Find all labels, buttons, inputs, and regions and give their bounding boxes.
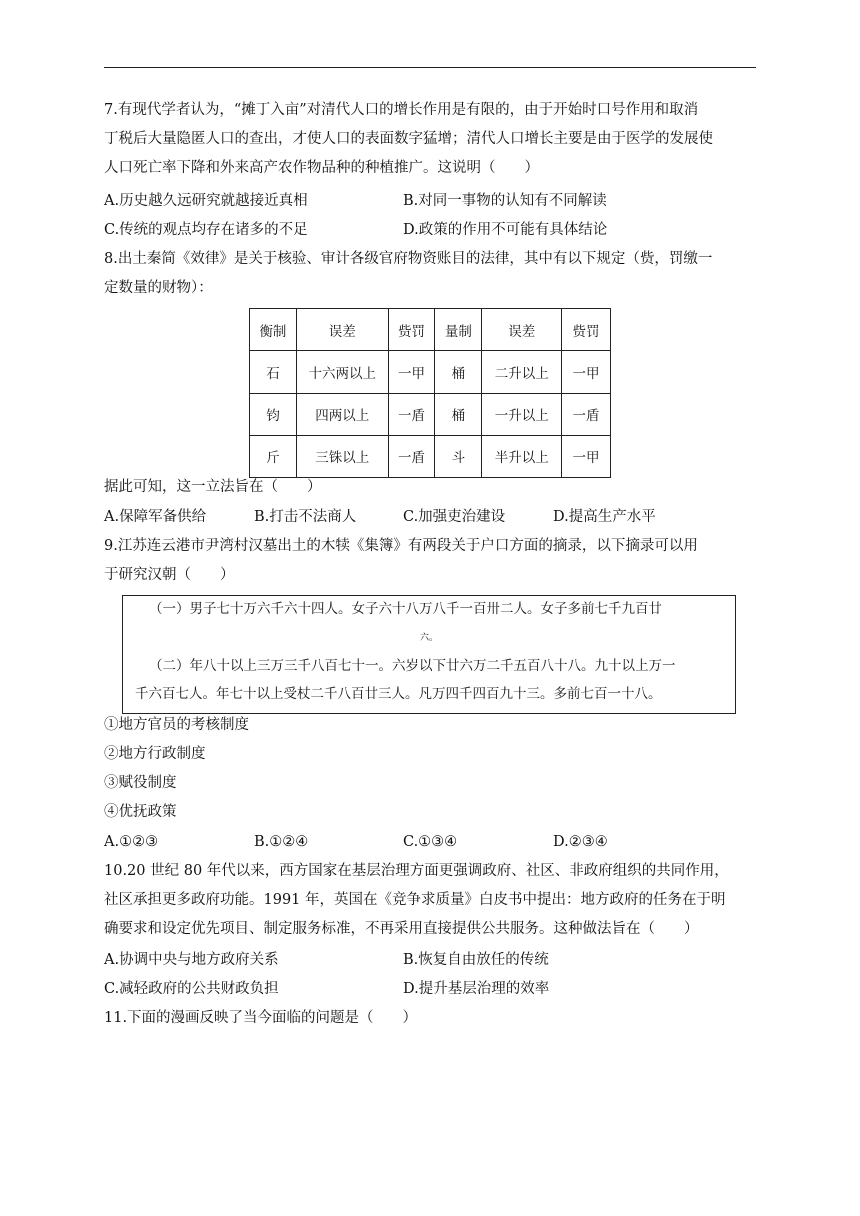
q7-option-d: D.政策的作用不可能有具体结论 [403,222,608,238]
q8-option-a: A.保障军备供给 [104,509,207,525]
q7-line-1: 7.有现代学者认为，“摊丁入亩”对清代人口的增长作用是有限的，由于开始时口号作用和取消 [104,102,699,118]
table-header-cell: 量制 [435,309,482,351]
header-rule [104,67,756,68]
table-cell: 二升以上 [482,351,562,393]
q10-option-d: D.提升基层治理的效率 [403,981,550,997]
q10-line-1: 10.20 世纪 80 年代以来，西方国家在基层治理方面更强调政府、社区、非政府组织的共同作用， [104,863,729,879]
q8-stem-end: 据此可知，这一立法旨在（ ） [104,479,322,495]
q10-option-c: C.减轻政府的公共财政负担 [104,981,279,997]
q9-line-1: 9.江苏连云港市尹湾村汉墓出土的木犊《集簿》有两段关于户口方面的摘录，以下摘录可以用 [104,538,698,554]
table-cell: 桶 [435,393,482,435]
table-cell: 斤 [250,435,297,477]
q8-penalty-table [249,308,611,478]
table-cell: 一盾 [388,435,435,477]
q9-line-2: 于研究汉朝（ ） [104,567,235,583]
table-cell: 十六两以上 [296,351,388,393]
q9-item-3: ③赋役制度 [104,775,177,791]
q11-line-1: 11.下面的漫画反映了当今面临的问题是（ ） [104,1010,418,1026]
q9-option-b: B.①②④ [254,834,309,850]
q7-option-c: C.传统的观点均存在诸多的不足 [104,222,308,238]
table-cell: 桶 [435,351,482,393]
q8-line-2: 定数量的财物）： [104,280,213,296]
q10-option-a: A.协调中央与地方政府关系 [104,952,279,968]
table-row [250,393,611,435]
table-header-cell: 衡制 [250,309,297,351]
q8-option-d: D.提高生产水平 [553,509,656,525]
excerpt-line: 千六百七人。年七十以上受杖二千八百廿三人。凡万四千四百九十三。多前七百一十八。 [135,686,662,702]
table-cell: 石 [250,351,297,393]
q9-item-2: ②地方行政制度 [104,746,206,762]
table-cell: 一盾 [388,393,435,435]
table-cell: 三铢以上 [296,435,388,477]
q9-item-4: ④优抚政策 [104,804,177,820]
q9-option-a: A.①②③ [104,834,159,850]
q8-option-c: C.加强吏治建设 [403,509,506,525]
table-cell: 一甲 [562,351,611,393]
excerpt-line: （一）男子七十万六千六十四人。女子六十八万八千一百卅二人。女子多前七千九百廿 [149,601,662,617]
excerpt-line: 六。 [419,633,438,643]
table-cell: 一升以上 [482,393,562,435]
q8-line-1: 8.出土秦简《效律》是关于核验、审计各级官府物资账目的法律，其中有以下规定（赀，罚缴一 [104,251,713,267]
q7-option-b: B.对同一事物的认知有不同解读 [403,193,607,209]
q9-item-1: ①地方官员的考核制度 [104,717,249,733]
table-header-cell: 赀罚 [388,309,435,351]
table-cell: 半升以上 [482,435,562,477]
q7-option-a: A.历史越久远研究就越接近真相 [104,193,308,209]
table-header-cell: 误差 [482,309,562,351]
table-header-cell: 赀罚 [562,309,611,351]
table-cell: 一盾 [562,393,611,435]
table-header-cell: 误差 [296,309,388,351]
q10-option-b: B.恢复自由放任的传统 [403,952,549,968]
q10-line-3: 确要求和设定优先项目、制定服务标准，不再采用直接提供公共服务。这种做法旨在（ ） [104,921,699,937]
table-cell: 一甲 [388,351,435,393]
table-header-row [250,309,611,351]
q8-option-b: B.打击不法商人 [254,509,357,525]
q10-line-2: 社区承担更多政府功能。1991 年，英国在《竞争求质量》白皮书中提出：地方政府的任务在于明 [104,892,726,908]
q9-excerpt-box [122,595,736,714]
table-row [250,351,611,393]
q7-line-2: 丁税后大量隐匿人口的查出，才使人口的表面数字猛增；清代人口增长主要是由于医学的发展使 [104,131,713,147]
q9-option-c: C.①③④ [403,834,458,850]
table-cell: 一甲 [562,435,611,477]
table-cell: 四两以上 [296,393,388,435]
q7-line-3: 人口死亡率下降和外来高产农作物品种的种植推广。这说明（ ） [104,160,539,176]
table-cell: 钧 [250,393,297,435]
q9-option-d: D.②③④ [553,834,608,850]
excerpt-line: （二）年八十以上三万三千八百七十一。六岁以下廿六万二千五百八十八。九十以上万一 [149,658,676,674]
table-row [250,435,611,477]
table-cell: 斗 [435,435,482,477]
